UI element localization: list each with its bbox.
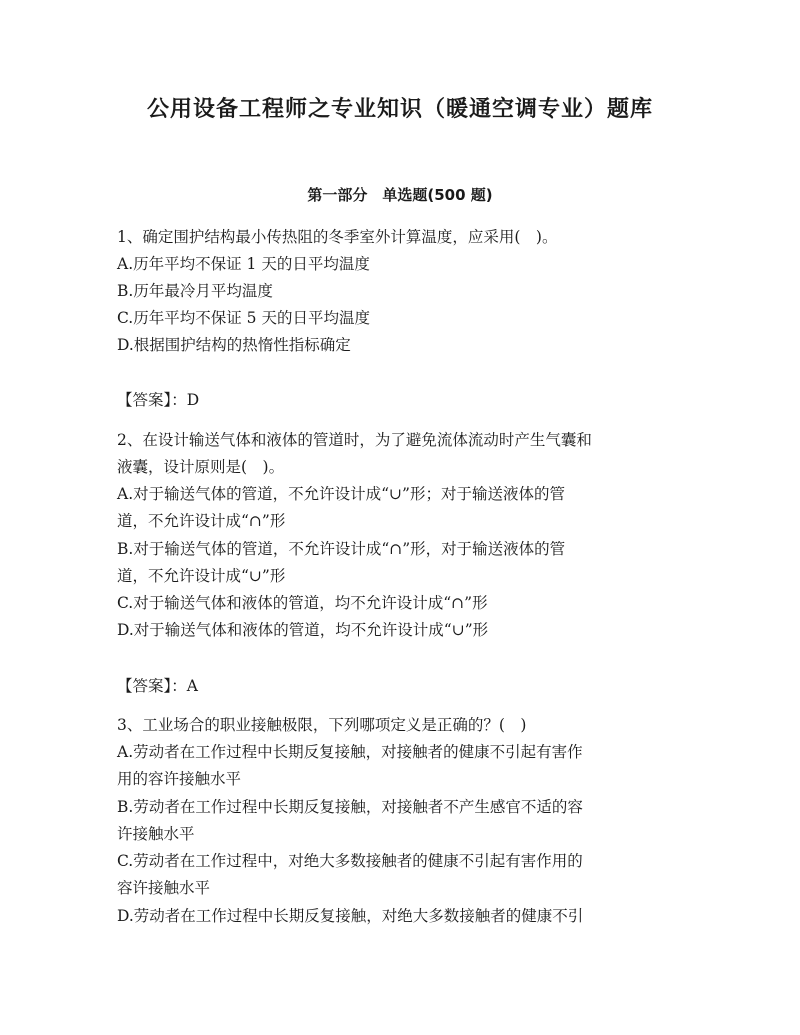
question-2-option-b-line-2: 道，不允许设计成“∪”形 <box>117 567 286 585</box>
question-3-option-d-line-1: D.劳动者在工作过程中长期反复接触，对绝大多数接触者的健康不引 <box>117 907 584 925</box>
question-3-option-c-line-2: 容许接触水平 <box>117 879 211 897</box>
document-title: 公用设备工程师之专业知识（暖通空调专业）题库 <box>146 97 653 122</box>
question-1-option-a: A.历年平均不保证 1 天的日平均温度 <box>117 255 370 273</box>
question-3-stem: 3、工业场合的职业接触极限，下列哪项定义是正确的？( ) <box>117 716 527 734</box>
question-1-stem: 1、确定围护结构最小传热阻的冬季室外计算温度，应采用( )。 <box>117 228 558 246</box>
question-1-option-d: D.根据围护结构的热惰性指标确定 <box>117 336 351 354</box>
question-2-stem-line-2: 液囊，设计原则是( )。 <box>117 458 285 476</box>
question-1-option-b: B.历年最冷月平均温度 <box>117 282 273 300</box>
question-2-stem-line-1: 2、在设计输送气体和液体的管道时，为了避免流体流动时产生气囊和 <box>117 431 592 449</box>
question-2-option-d: D.对于输送气体和液体的管道，均不允许设计成“∪”形 <box>117 621 489 639</box>
question-1-option-c: C.历年平均不保证 5 天的日平均温度 <box>117 309 370 327</box>
question-2-option-a-line-2: 道，不允许设计成“∩”形 <box>117 512 286 530</box>
question-3-option-b-line-1: B.劳动者在工作过程中长期反复接触，对接触者不产生感官不适的容 <box>117 798 583 816</box>
section-heading: 第一部分 单选题(500 题) <box>307 186 493 204</box>
question-2-answer: 【答案】：A <box>117 677 198 695</box>
question-3-option-a-line-2: 用的容许接触水平 <box>117 770 242 788</box>
question-3-option-b-line-2: 许接触水平 <box>117 825 195 843</box>
question-1-answer: 【答案】：D <box>117 391 200 409</box>
question-3-option-a-line-1: A.劳动者在工作过程中长期反复接触，对接触者的健康不引起有害作 <box>117 743 583 761</box>
question-2-option-c: C.对于输送气体和液体的管道，均不允许设计成“∩”形 <box>117 594 488 612</box>
question-2-option-a-line-1: A.对于输送气体的管道，不允许设计成“∪”形；对于输送液体的管 <box>117 485 565 503</box>
question-2-option-b-line-1: B.对于输送气体的管道，不允许设计成“∩”形，对于输送液体的管 <box>117 540 566 558</box>
question-3-option-c-line-1: C.劳动者在工作过程中，对绝大多数接触者的健康不引起有害作用的 <box>117 852 583 870</box>
